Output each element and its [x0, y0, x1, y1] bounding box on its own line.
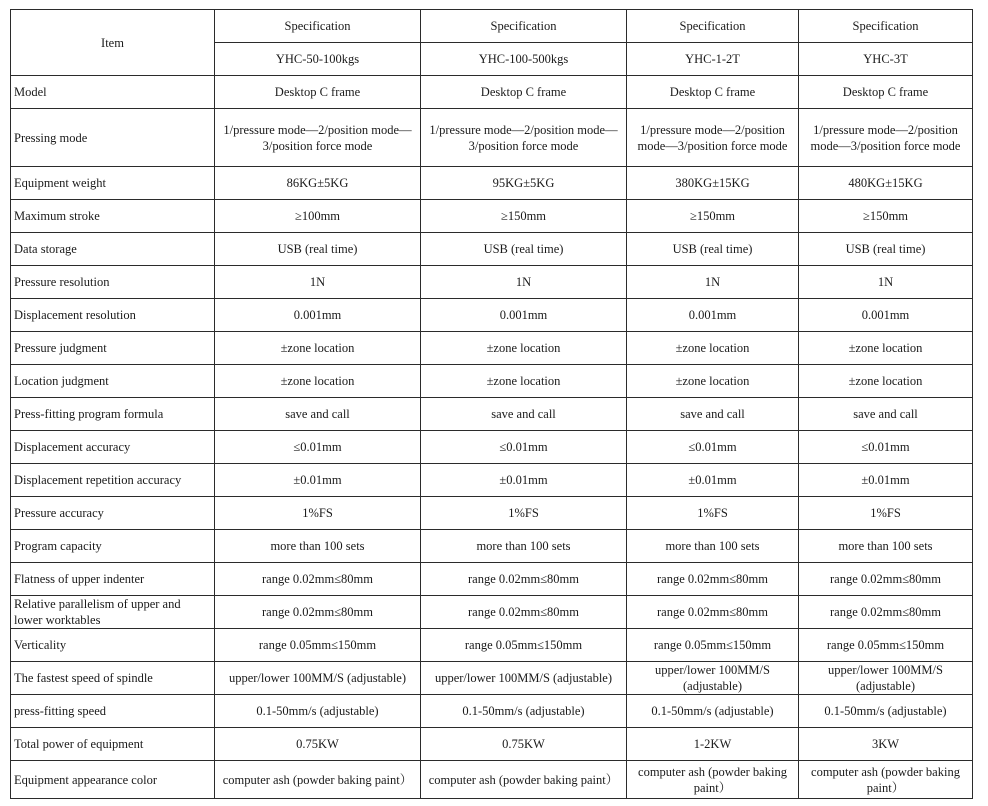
spec-value: ≥150mm	[799, 200, 973, 233]
row-label: Verticality	[11, 629, 215, 662]
table-row	[11, 629, 973, 662]
spec-value: 480KG±15KG	[799, 167, 973, 200]
specification-table	[10, 9, 973, 799]
spec-value: 0.1-50mm/s (adjustable)	[799, 695, 973, 728]
row-label: Total power of equipment	[11, 728, 215, 761]
spec-value: computer ash (powder baking paint）	[627, 761, 799, 799]
spec-value: 86KG±5KG	[215, 167, 421, 200]
spec-value: 380KG±15KG	[627, 167, 799, 200]
spec-value: range 0.02mm≤80mm	[215, 563, 421, 596]
spec-value: ±zone location	[799, 332, 973, 365]
spec-value: 0.1-50mm/s (adjustable)	[627, 695, 799, 728]
spec-value: ±zone location	[215, 365, 421, 398]
header-row-specification	[11, 10, 973, 43]
spec-value: save and call	[215, 398, 421, 431]
spec-header: Specification	[627, 10, 799, 43]
table-row	[11, 200, 973, 233]
spec-value: more than 100 sets	[215, 530, 421, 563]
spec-value: Desktop C frame	[215, 76, 421, 109]
spec-value: ±0.01mm	[799, 464, 973, 497]
spec-value: ≤0.01mm	[421, 431, 627, 464]
row-label: Relative parallelism of upper and lower worktables	[11, 596, 215, 629]
spec-value: range 0.02mm≤80mm	[627, 563, 799, 596]
row-label: press-fitting speed	[11, 695, 215, 728]
row-label: Data storage	[11, 233, 215, 266]
spec-value: ±zone location	[421, 332, 627, 365]
spec-value: upper/lower 100MM/S (adjustable)	[799, 662, 973, 695]
model-name: YHC-3T	[799, 43, 973, 76]
model-name: YHC-100-500kgs	[421, 43, 627, 76]
spec-header: Specification	[799, 10, 973, 43]
row-label: Model	[11, 76, 215, 109]
table-row	[11, 332, 973, 365]
spec-value: save and call	[421, 398, 627, 431]
spec-value: 1%FS	[799, 497, 973, 530]
spec-value: range 0.02mm≤80mm	[799, 596, 973, 629]
table-row	[11, 596, 973, 629]
spec-value: 1%FS	[215, 497, 421, 530]
table-row	[11, 695, 973, 728]
spec-value: 95KG±5KG	[421, 167, 627, 200]
table-row	[11, 728, 973, 761]
row-label: Pressure judgment	[11, 332, 215, 365]
spec-value: ≤0.01mm	[627, 431, 799, 464]
spec-value: 1N	[799, 266, 973, 299]
spec-value: ≤0.01mm	[799, 431, 973, 464]
spec-value: upper/lower 100MM/S (adjustable)	[627, 662, 799, 695]
spec-value: Desktop C frame	[627, 76, 799, 109]
spec-value: ≥150mm	[627, 200, 799, 233]
spec-value: 0.001mm	[215, 299, 421, 332]
spec-value: upper/lower 100MM/S (adjustable)	[421, 662, 627, 695]
table-row	[11, 398, 973, 431]
spec-value: more than 100 sets	[421, 530, 627, 563]
spec-value: range 0.02mm≤80mm	[421, 563, 627, 596]
spec-value: 1N	[627, 266, 799, 299]
spec-value: 0.1-50mm/s (adjustable)	[421, 695, 627, 728]
row-label: The fastest speed of spindle	[11, 662, 215, 695]
model-name: YHC-1-2T	[627, 43, 799, 76]
spec-value: ±0.01mm	[215, 464, 421, 497]
spec-value: 0.001mm	[421, 299, 627, 332]
spec-value: 0.1-50mm/s (adjustable)	[215, 695, 421, 728]
table-row	[11, 299, 973, 332]
spec-value: save and call	[799, 398, 973, 431]
spec-value: ±zone location	[627, 332, 799, 365]
spec-value: 0.75KW	[215, 728, 421, 761]
table-row	[11, 431, 973, 464]
spec-value: 0.75KW	[421, 728, 627, 761]
table-row	[11, 497, 973, 530]
spec-value: ±zone location	[627, 365, 799, 398]
table-row	[11, 109, 973, 167]
spec-value: upper/lower 100MM/S (adjustable)	[215, 662, 421, 695]
row-label: Maximum stroke	[11, 200, 215, 233]
spec-value: range 0.05mm≤150mm	[421, 629, 627, 662]
spec-value: computer ash (powder baking paint）	[215, 761, 421, 799]
spec-value: range 0.05mm≤150mm	[799, 629, 973, 662]
spec-value: ≥100mm	[215, 200, 421, 233]
spec-value: 3KW	[799, 728, 973, 761]
spec-value: ±0.01mm	[627, 464, 799, 497]
spec-value: 1%FS	[627, 497, 799, 530]
row-label: Equipment appearance color	[11, 761, 215, 799]
table-row	[11, 530, 973, 563]
spec-value: computer ash (powder baking paint）	[799, 761, 973, 799]
spec-value: range 0.02mm≤80mm	[215, 596, 421, 629]
spec-value: range 0.02mm≤80mm	[421, 596, 627, 629]
spec-value: more than 100 sets	[627, 530, 799, 563]
spec-value: ≤0.01mm	[215, 431, 421, 464]
spec-value: USB (real time)	[627, 233, 799, 266]
spec-header: Specification	[421, 10, 627, 43]
spec-value: 1N	[421, 266, 627, 299]
spec-value: 0.001mm	[627, 299, 799, 332]
spec-value: range 0.02mm≤80mm	[799, 563, 973, 596]
item-header: Item	[11, 10, 215, 76]
table-row	[11, 662, 973, 695]
spec-value: ±zone location	[215, 332, 421, 365]
table-row	[11, 464, 973, 497]
spec-value: 1/pressure mode—2/position mode—3/position force mode	[421, 109, 627, 167]
row-label: Pressing mode	[11, 109, 215, 167]
row-label: Displacement resolution	[11, 299, 215, 332]
table-row	[11, 233, 973, 266]
spec-value: more than 100 sets	[799, 530, 973, 563]
spec-value: ±0.01mm	[421, 464, 627, 497]
spec-value: ≥150mm	[421, 200, 627, 233]
row-label: Pressure resolution	[11, 266, 215, 299]
row-label: Pressure accuracy	[11, 497, 215, 530]
row-label: Equipment weight	[11, 167, 215, 200]
table-row	[11, 365, 973, 398]
table-row	[11, 76, 973, 109]
spec-value: range 0.05mm≤150mm	[215, 629, 421, 662]
spec-value: ±zone location	[421, 365, 627, 398]
spec-value: USB (real time)	[799, 233, 973, 266]
spec-value: USB (real time)	[421, 233, 627, 266]
table-row	[11, 761, 973, 799]
row-label: Displacement repetition accuracy	[11, 464, 215, 497]
spec-value: Desktop C frame	[799, 76, 973, 109]
spec-value: USB (real time)	[215, 233, 421, 266]
spec-sheet	[10, 9, 973, 799]
row-label: Displacement accuracy	[11, 431, 215, 464]
row-label: Location judgment	[11, 365, 215, 398]
spec-value: 0.001mm	[799, 299, 973, 332]
model-name: YHC-50-100kgs	[215, 43, 421, 76]
row-label: Program capacity	[11, 530, 215, 563]
spec-value: 1N	[215, 266, 421, 299]
row-label: Flatness of upper indenter	[11, 563, 215, 596]
spec-value: save and call	[627, 398, 799, 431]
spec-value: range 0.02mm≤80mm	[627, 596, 799, 629]
row-label: Press-fitting program formula	[11, 398, 215, 431]
table-row	[11, 167, 973, 200]
spec-value: computer ash (powder baking paint）	[421, 761, 627, 799]
spec-header: Specification	[215, 10, 421, 43]
spec-value: 1/pressure mode—2/position mode—3/position force mode	[627, 109, 799, 167]
table-row	[11, 563, 973, 596]
table-row	[11, 266, 973, 299]
spec-value: 1/pressure mode—2/position mode—3/position force mode	[215, 109, 421, 167]
spec-value: 1%FS	[421, 497, 627, 530]
spec-value: ±zone location	[799, 365, 973, 398]
spec-value: Desktop C frame	[421, 76, 627, 109]
spec-value: 1/pressure mode—2/position mode—3/position force mode	[799, 109, 973, 167]
spec-value: range 0.05mm≤150mm	[627, 629, 799, 662]
spec-value: 1-2KW	[627, 728, 799, 761]
